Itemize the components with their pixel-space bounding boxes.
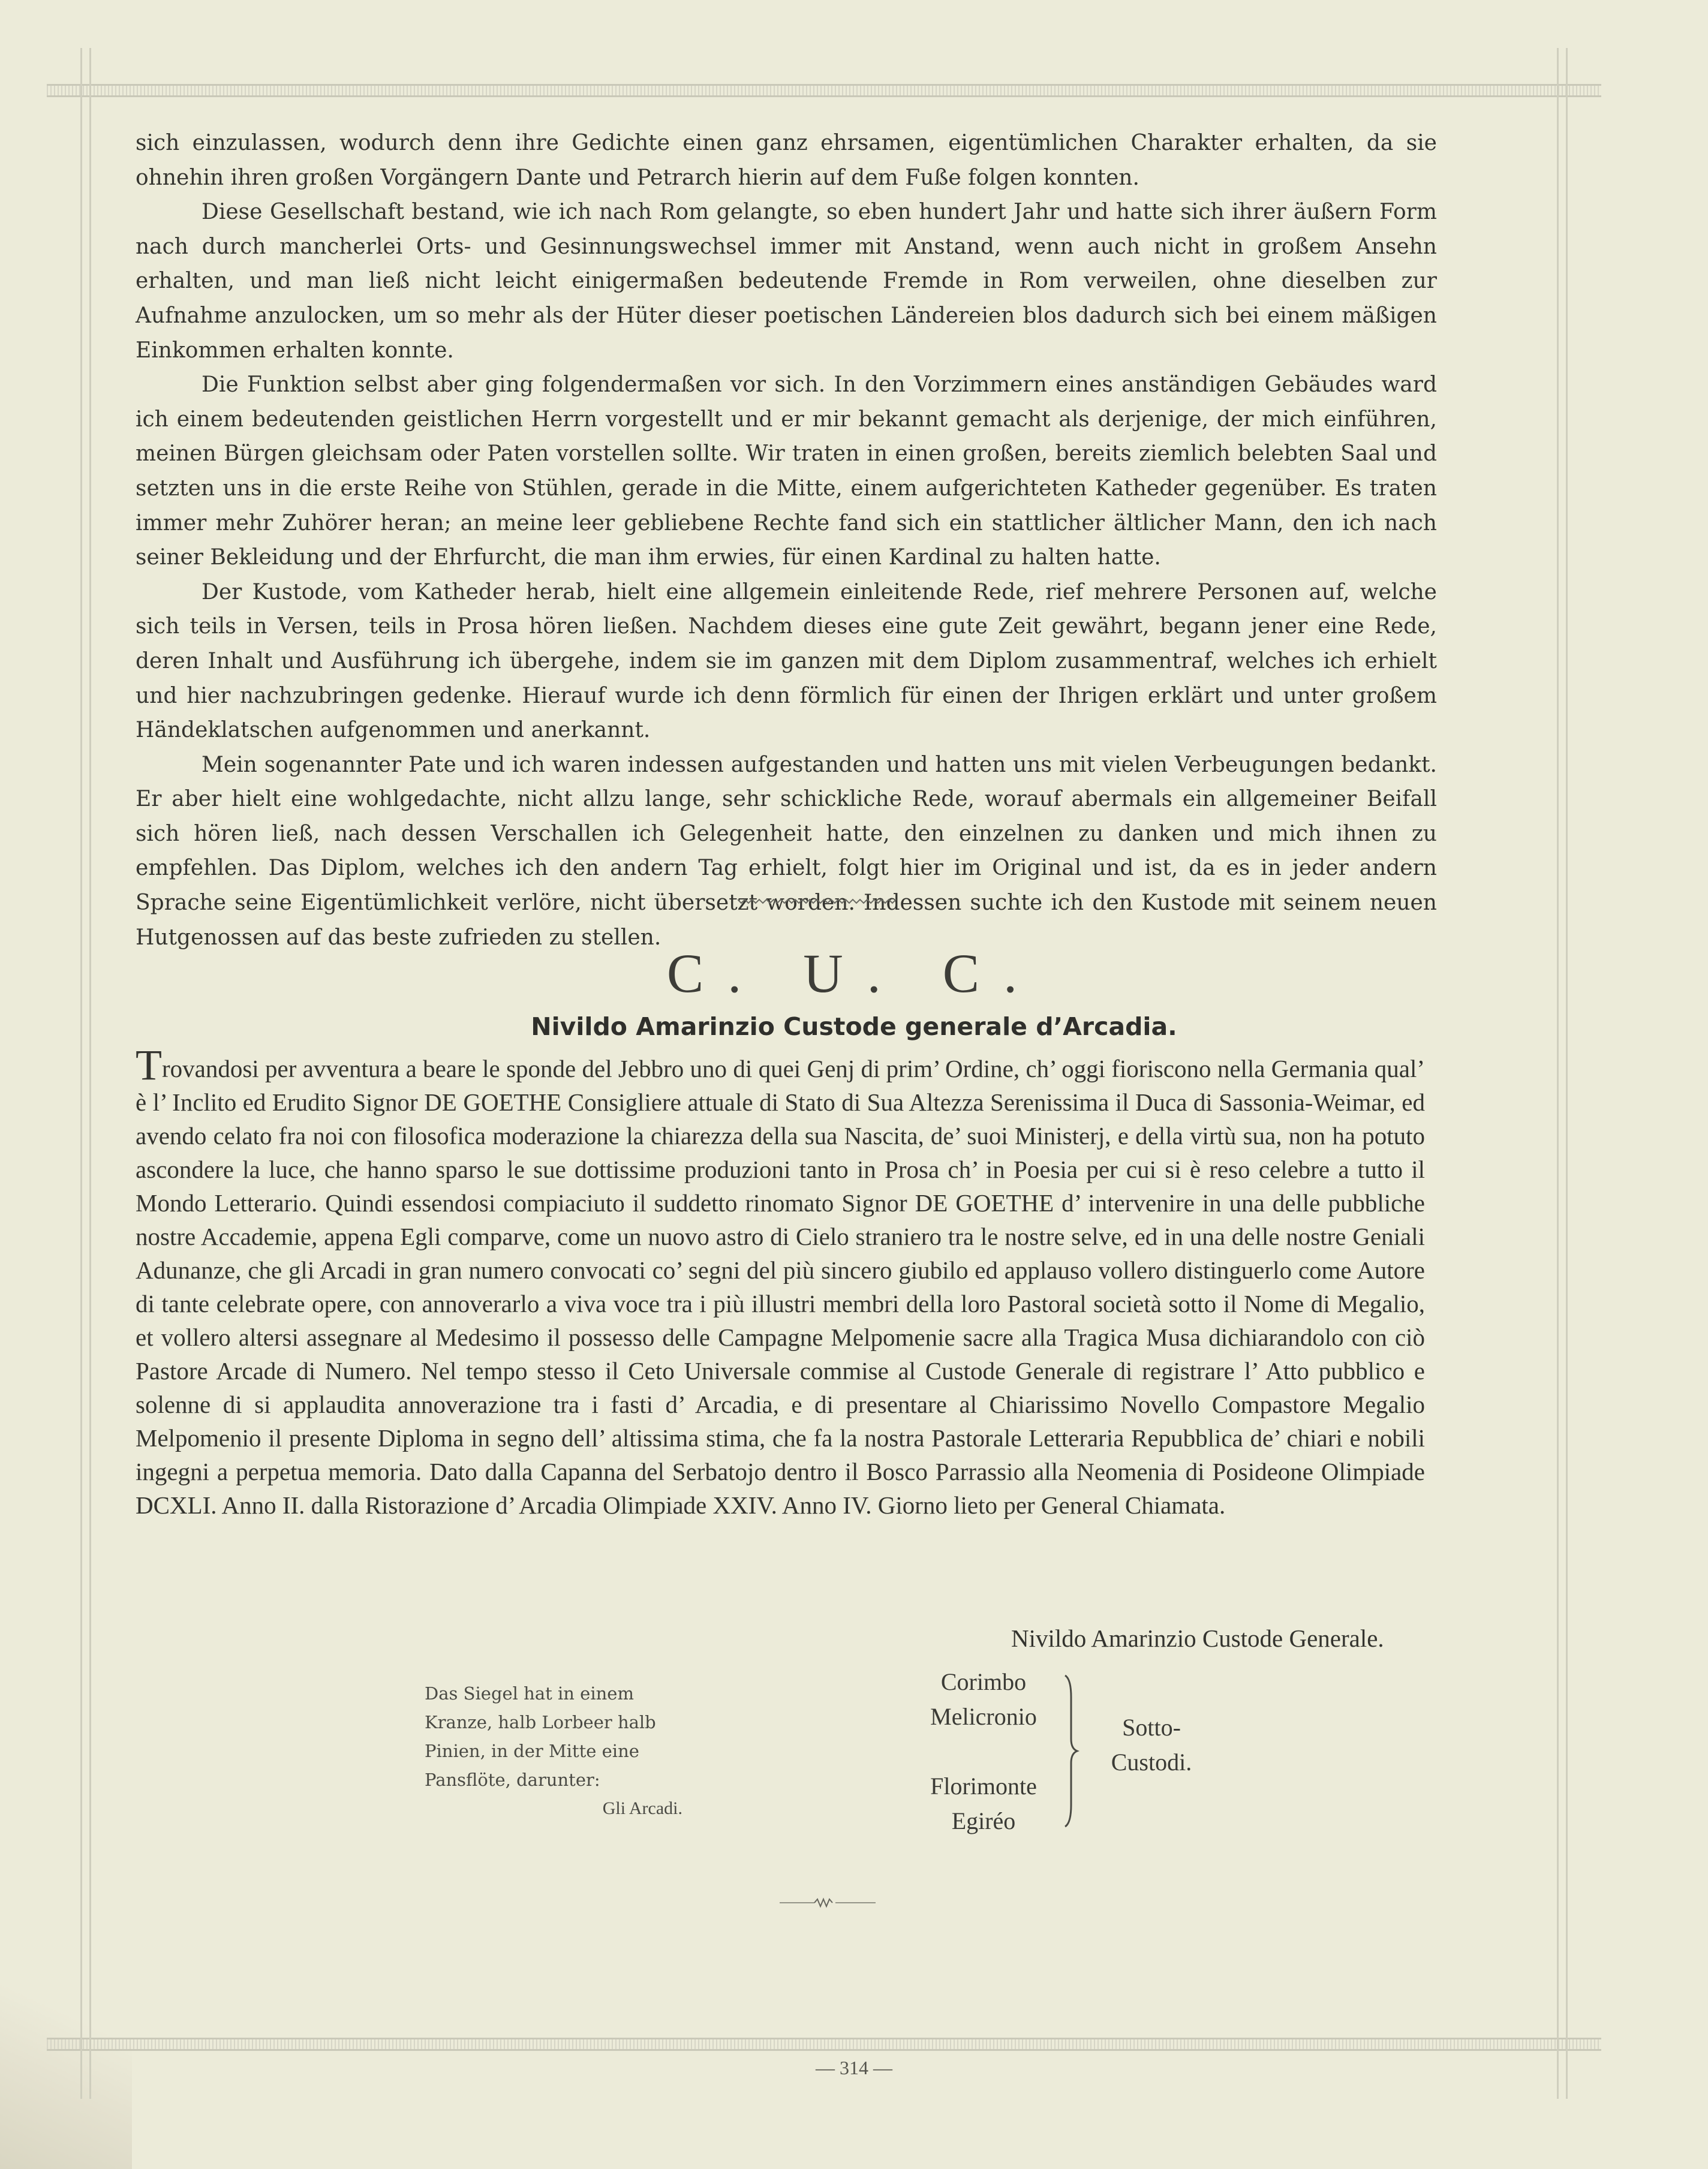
- seal-note-line: Pinien, in der Mitte eine: [425, 1741, 639, 1761]
- german-paragraph-3: Die Funktion selbst aber ging folgendermaßen vor sich. In den Vorzimmern eines anständigen Gebäudes ward ich einem bedeutenden geistlichen Herrn vorgestellt und er mir bekannt gemacht als derjenige, der mich einführen, meinen Bürgen gleichsam oder Paten vorstellen sollte. Wir traten in einen großen, bereits ziemlich belebten Saal und setzten uns in die erste Reihe von Stühlen, gerade in die Mitte, einem aufgerichteten Katheder gegenüber. Es traten immer mehr Zuhörer heran; an meine leer gebliebene Rechte fand sich ein stattlicher ältlicher Mann, den ich nach seiner Bekleidung und der Ehrfurcht, die man ihm erwies, für einen Kardinal zu halten hatte.: [136, 372, 1437, 570]
- bottom-border-rule: [47, 2038, 1601, 2051]
- sotto-custodi-names: [918, 1665, 1050, 1839]
- seal-caption: Gli Arcadi.: [602, 1798, 682, 1818]
- custode-name: Corimbo: [940, 1668, 1027, 1695]
- diploma-signature: Nivildo Amarinzio Custode Generale.: [1011, 1625, 1384, 1652]
- page-number: — 314 —: [816, 2057, 892, 2078]
- seal-note-line: Kranze, halb Lorbeer halb: [425, 1712, 656, 1732]
- top-border-rule: [47, 84, 1601, 97]
- german-paragraph-2: Diese Gesellschaft bestand, wie ich nach Rom gelangte, so eben hundert Jahr und hatte sich ihrer äußern Form nach durch mancherlei Orts- und Gesinnungswechsel immer mit Anstand, wenn auch nicht in großem Ansehn erhalten, und man ließ nicht leicht einigermaßen bedeutende Fremde in Rom verweilen, ohne dieselben zur Aufnahme anzulocken, um so mehr als der Hüter dieser poetischen Ländereien blos dadurch sich bei einem mäßigen Einkommen erhalten konnte.: [136, 200, 1437, 363]
- drop-cap: T: [136, 1041, 162, 1089]
- sotto-label-line: Custodi.: [1111, 1749, 1192, 1776]
- seal-note-line: Das Siegel hat in einem: [425, 1683, 634, 1704]
- diploma-heading: C. U. C.: [666, 943, 1042, 1004]
- custode-name: Florimonte: [930, 1773, 1037, 1800]
- end-ornament: [780, 1895, 876, 1913]
- german-text-block: [136, 126, 1437, 955]
- seal-note-line: Pansflöte, darunter:: [425, 1770, 600, 1790]
- german-paragraph-5: Mein sogenannter Pate und ich waren indessen aufgestanden und hatten uns mit vielen Verbeugungen bedankt. Er aber hielt eine wohlgedachte, nicht allzu lange, sehr schickliche Rede, worauf abermals ein allgemeiner Beifall sich hören ließ, nach dessen Verschallen ich Gelegenheit hatte, den einzelnen zu danken und mich ihnen zu empfehlen. Das Diplom, welches ich den andern Tag erhielt, folgt hier im Original und ist, da es in jeder andern Sprache seine Eigentümlichkeit verlöre, nicht übersetzt worden. Indessen suchte ich den Kustode mit seinem neuen Hutgenossen auf das beste zufrieden zu stellen.: [136, 752, 1437, 950]
- sotto-custodi-label: [1103, 1710, 1199, 1780]
- seal-description: [425, 1679, 682, 1823]
- custode-name: Egiréo: [951, 1807, 1016, 1834]
- custode-name: Melicronio: [930, 1703, 1037, 1730]
- wavy-divider-ornament: [738, 895, 900, 907]
- left-border-rule: [80, 48, 91, 2099]
- german-paragraph-4: Der Kustode, vom Katheder herab, hielt eine allgemein einleitende Rede, rief mehrere Personen auf, welche sich teils in Versen, teils in Prosa hören ließen. Nachdem dieses eine gute Zeit gewährt, begann jener eine Rede, deren Inhalt und Ausführung ich übergehe, indem sie im ganzen mit dem Diplom zusammentraf, welches ich erhielt und hier nachzubringen gedenke. Hierauf wurde ich denn förmlich für einen der Ihrigen erklärt und unter großem Händeklatschen aufgenommen und anerkannt.: [136, 579, 1437, 743]
- diploma-subtitle: Nivildo Amarinzio Custode generale d’Arcadia.: [531, 1012, 1177, 1041]
- right-border-rule: [1557, 48, 1568, 2099]
- diploma-body: [136, 1041, 1425, 1522]
- german-paragraph-1: sich einzulassen, wodurch denn ihre Gedichte einen ganz ehrsamen, eigentümlichen Charakter erhalten, da sie ohnehin ihren großen Vorgängern Dante und Petrarch hierin auf dem Fuße folgen konnten.: [136, 131, 1437, 190]
- sotto-label-line: Sotto-: [1122, 1714, 1181, 1741]
- diploma-body-text: rovandosi per avventura a beare le sponde del Jebbro uno di quei Genj di prim’ Ordine, ch’ oggi fioriscono nella Germania qual’ è l’ Inclito ed Erudito Signor DE GOETHE Consigliere attuale di Stato di Sua Altezza Serenissima il Duca di Sassonia-Weimar, ed avendo celato fra noi con filosofica moderazione la chiarezza della sua Nascita, de’ suoi Ministerj, e della virtù sua, non ha potuto ascondere la luce, che hanno sparso le sue dottissime produzioni tanto in Prosa ch’ in Poesia per cui si è reso celebre a tutto il Mondo Letterario. Quindi essendosi compiaciuto il suddetto rinomato Signor DE GOETHE d’ intervenire in una delle pubbliche nostre Accademie, appena Egli comparve, come un nuovo astro di Cielo straniero tra le nostre selve, ed in una delle nostre Geniali Adunanze, che gli Arcadi in gran numero convocati co’ segni del più sincero giubilo ed applauso vollero distinguerlo come Autore di tante celebrate opere, con annoverarlo a viva voce tra i più illustri membri della loro Pastoral società sotto il Nome di Megalio, et vollero altersi assegnare al Medesimo il possesso delle Campagne Melpomenie sacre alla Tragica Musa dichiarandolo con ciò Pastore Arcade di Numero. Nel tempo stesso il Ceto Universale commise al Custode Generale di registrare l’ Atto pubblico e solenne di si applaudita annoverazione tra i fasti d’ Arcadia, e di presentare al Chiarissimo Novello Compastore Megalio Melpomenio il presente Diploma in segno dell’ altissima stima, che fa la nostra Pastorale Letteraria Repubblica de’ chiari e nobili ingegni a perpetua memoria. Dato dalla Capanna del Serbatojo dentro il Bosco Parrassio alla Neomenia di Posideone Olimpiade DCXLI. Anno II. dalla Ristorazione d’ Arcadia Olimpiade XXIV. Anno IV. Giorno lieto per General Chiamata.: [136, 1055, 1425, 1519]
- curly-brace-icon: [1063, 1673, 1079, 1829]
